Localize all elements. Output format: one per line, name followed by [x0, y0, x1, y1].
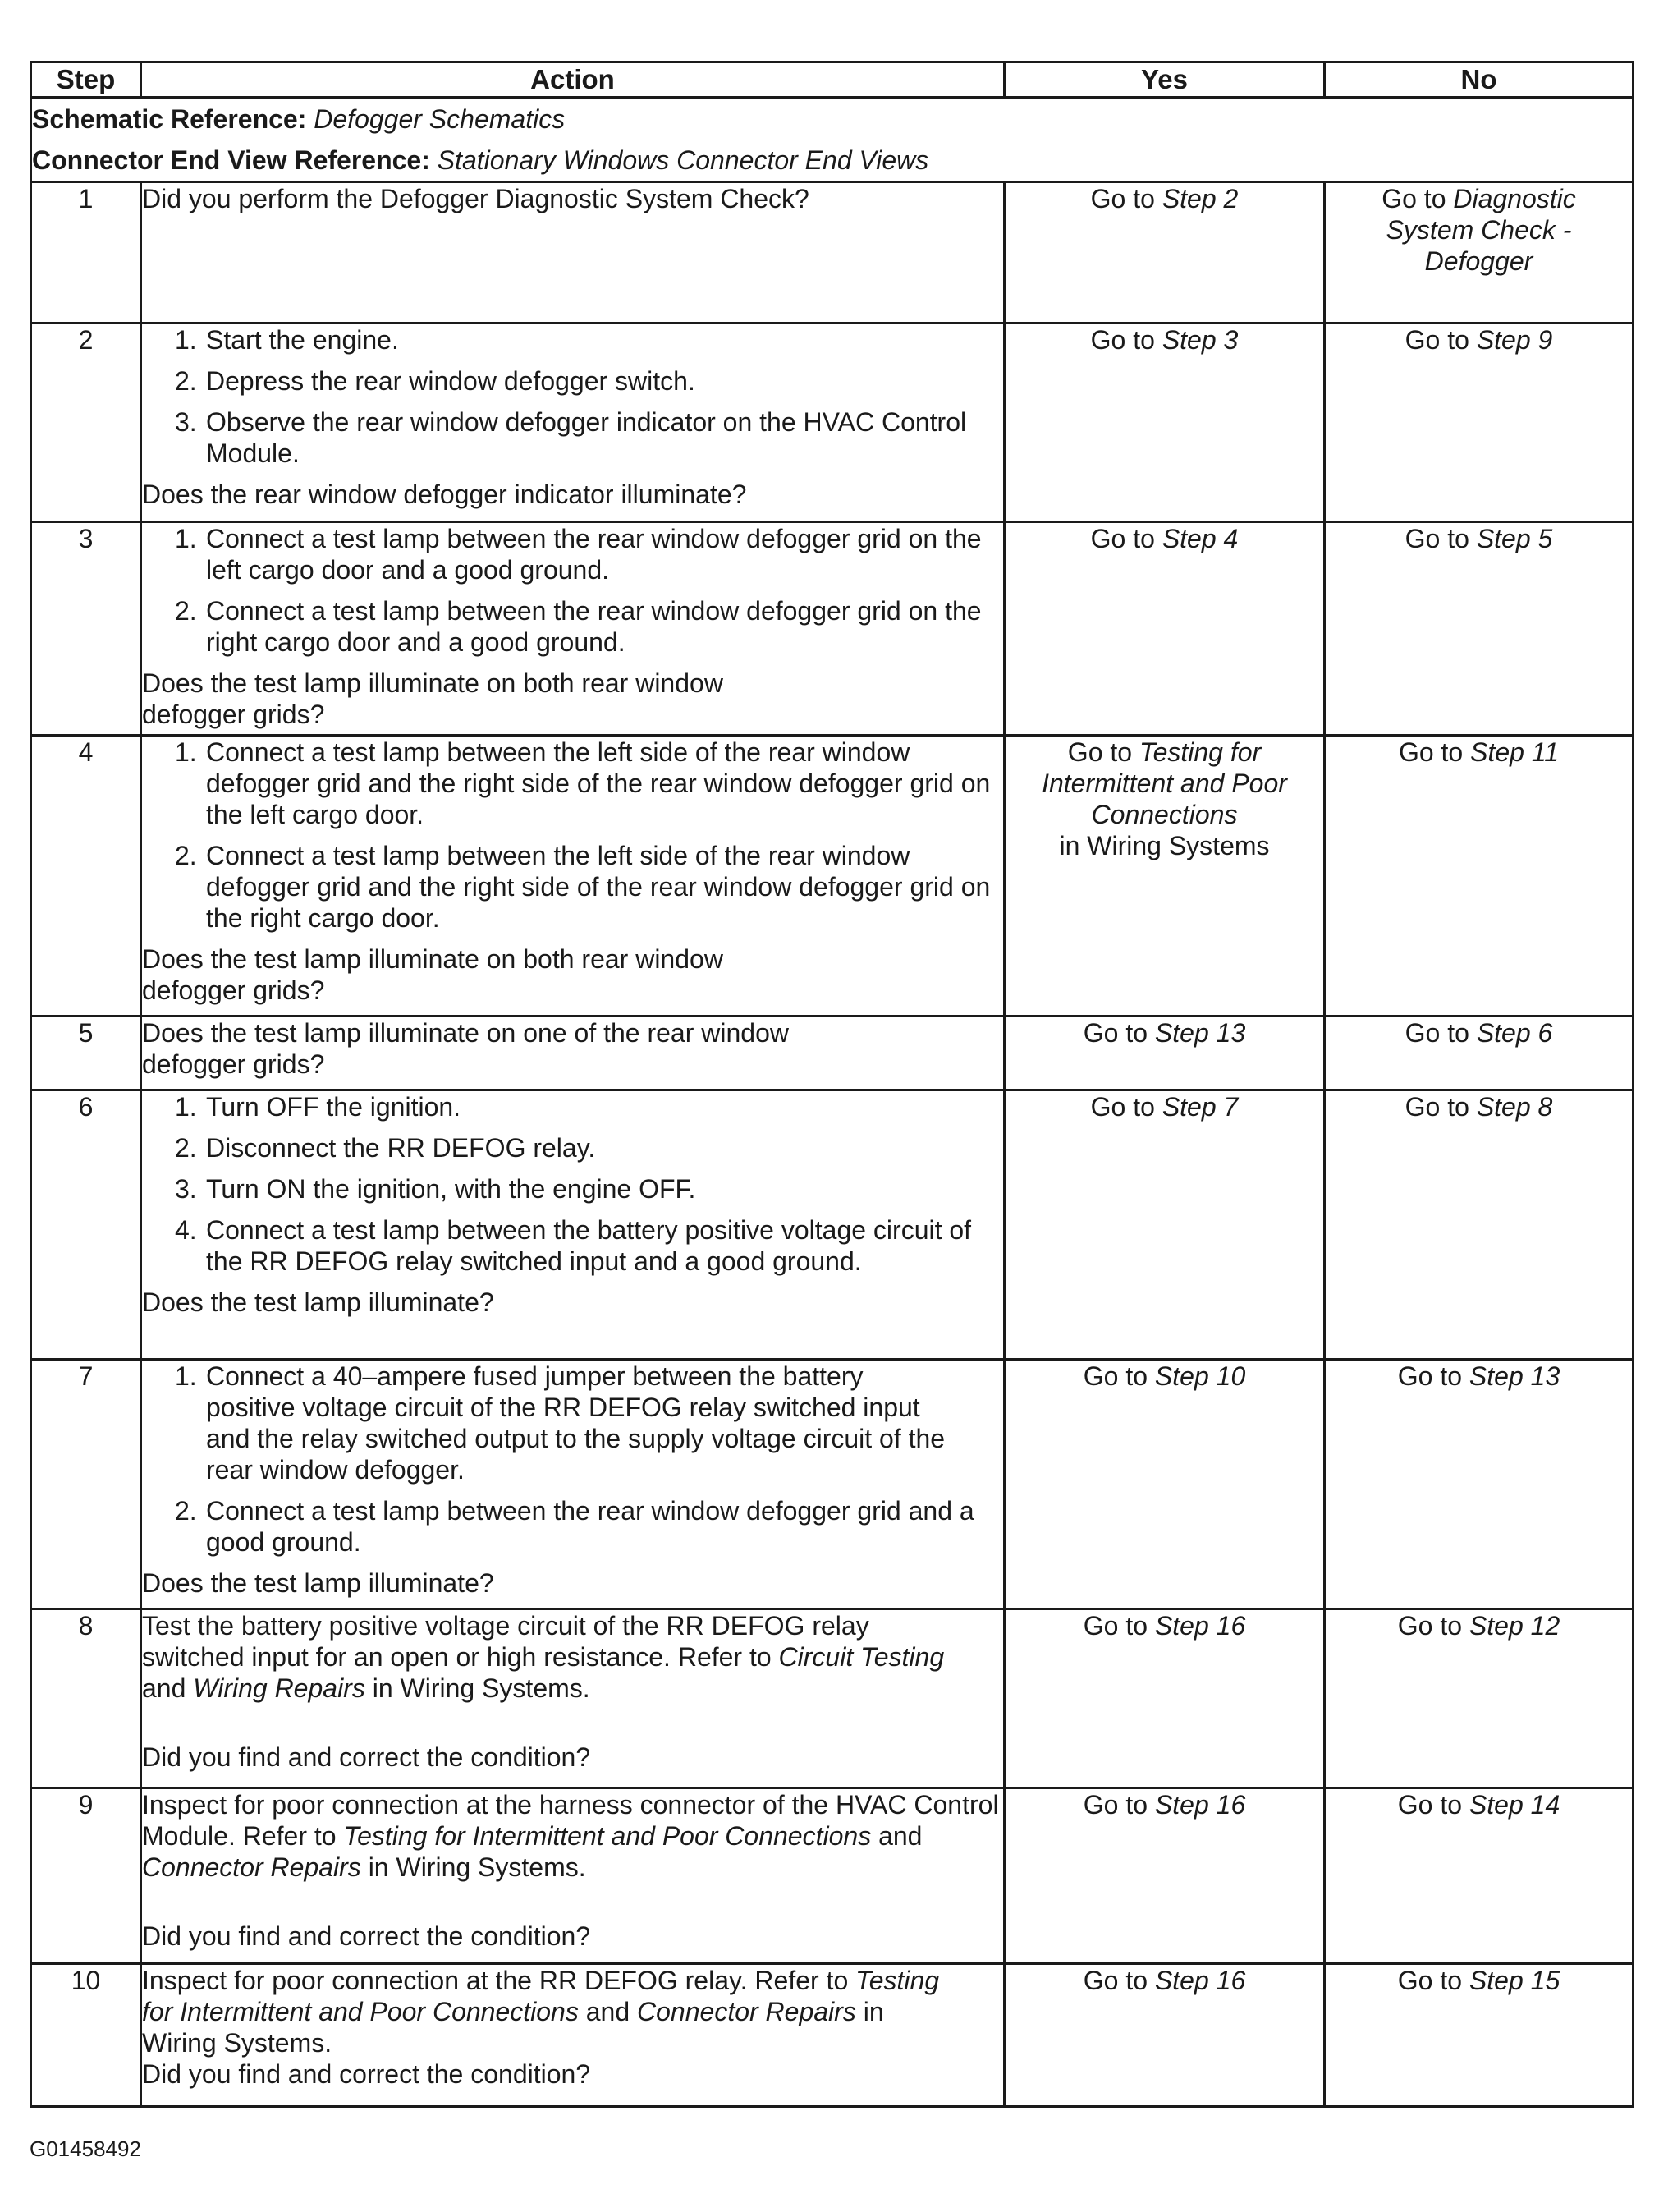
instruction-item: 1. Connect a 40–ampere fused jumper between the battery positive voltage circuit of the RR DEFOG relay switched input and the relay switched output to the supply voltage circuit of the rear window defogger. — [175, 1361, 946, 1485]
instruction-item: 2. Depress the rear window defogger switch. — [175, 366, 695, 396]
table-row — [31, 324, 1634, 522]
yes-link[interactable]: Step 16 — [1154, 1611, 1246, 1641]
yes-prefix: Go to — [1083, 1018, 1148, 1048]
instruction-item: 2. Disconnect the RR DEFOG relay. — [175, 1133, 596, 1163]
yes-link[interactable]: Step 3 — [1162, 325, 1239, 355]
action-cell — [141, 1964, 1005, 2107]
no-cell — [1325, 1788, 1634, 1964]
step-number: 6 — [31, 1090, 141, 1360]
no-cell — [1325, 1609, 1634, 1788]
step-number: 7 — [31, 1360, 141, 1609]
connector-repairs-link[interactable]: Connector Repairs — [637, 1997, 856, 2026]
yes-cell — [1005, 736, 1325, 1017]
step-instructions — [142, 1091, 1003, 1277]
header-action: Action — [141, 62, 1005, 98]
step-question: Did you find and correct the condition? — [142, 1742, 591, 1772]
testing-intermittent-link[interactable]: Testing for Intermittent and Poor Connections — [142, 1966, 940, 2026]
instruction-item: 1. Start the engine. — [175, 325, 399, 355]
table-row — [31, 1964, 1634, 2107]
step-question: Does the test lamp illuminate on one of the rear window defogger grids? — [142, 1018, 789, 1079]
connector-reference-label: Connector End View Reference: — [32, 145, 430, 175]
instruction-item: 2. Connect a test lamp between the rear window defogger grid on the right cargo door and a good ground. — [175, 596, 982, 657]
diagnostic-table — [30, 61, 1634, 2108]
no-cell — [1325, 182, 1634, 324]
wiring-repairs-link[interactable]: Wiring Repairs — [193, 1673, 365, 1703]
diagnostic-table-page — [30, 61, 1632, 2108]
yes-link[interactable]: Step 2 — [1162, 184, 1239, 213]
no-cell — [1325, 1090, 1634, 1360]
action-cell — [141, 736, 1005, 1017]
yes-cell — [1005, 522, 1325, 736]
yes-link[interactable]: Step 7 — [1162, 1092, 1239, 1122]
step-question: Did you find and correct the condition? — [142, 1921, 591, 1951]
step-number: 2 — [31, 324, 141, 522]
instruction-item: 1. Connect a test lamp between the left side of the rear window defogger grid and the right side of the rear window defogger grid on the left cargo door. — [175, 737, 991, 829]
yes-link[interactable]: Step 16 — [1154, 1966, 1246, 1995]
no-cell — [1325, 1017, 1634, 1090]
step-question: Did you find and correct the condition? — [142, 2059, 591, 2089]
no-link[interactable]: Step 12 — [1469, 1611, 1560, 1641]
schematic-reference-label: Schematic Reference: — [32, 104, 307, 134]
no-prefix: Go to — [1397, 1790, 1463, 1820]
no-link[interactable]: Step 5 — [1476, 524, 1553, 553]
instruction-item: 1. Turn OFF the ignition. — [175, 1092, 461, 1122]
yes-prefix: Go to — [1083, 1361, 1148, 1391]
step-number: 1 — [31, 182, 141, 324]
no-link[interactable]: Step 14 — [1469, 1790, 1560, 1820]
no-prefix: Go to — [1397, 1361, 1463, 1391]
step-number: 4 — [31, 736, 141, 1017]
step-instructions — [142, 324, 1003, 469]
yes-cell — [1005, 324, 1325, 522]
table-row — [31, 1090, 1634, 1360]
header-no: No — [1325, 62, 1634, 98]
yes-suffix: in Wiring Systems — [1059, 831, 1270, 860]
no-prefix: Go to — [1382, 184, 1446, 213]
yes-prefix: Go to — [1083, 1611, 1148, 1641]
action-cell — [141, 1788, 1005, 1964]
action-cell — [141, 1017, 1005, 1090]
table-row — [31, 736, 1634, 1017]
yes-cell — [1005, 1609, 1325, 1788]
no-cell — [1325, 736, 1634, 1017]
action-cell — [141, 182, 1005, 324]
table-row — [31, 1017, 1634, 1090]
step-question: Does the test lamp illuminate on both rear window defogger grids? — [142, 668, 723, 729]
yes-prefix: Go to — [1067, 737, 1133, 767]
no-link[interactable]: Diagnostic System Check - Defogger — [1386, 184, 1576, 276]
testing-intermittent-link[interactable]: Testing for Intermittent and Poor Connections — [343, 1821, 872, 1851]
action-cell — [141, 522, 1005, 736]
yes-cell — [1005, 1090, 1325, 1360]
yes-link[interactable]: Step 13 — [1154, 1018, 1246, 1048]
no-prefix: Go to — [1397, 1966, 1463, 1995]
instruction-item: 4. Connect a test lamp between the battery positive voltage circuit of the RR DEFOG relay switched input and a good ground. — [175, 1215, 972, 1276]
step-instruction-text: Inspect for poor connection at the RR DEFOG relay. Refer to Testing for Intermittent and Poor Connections and Connector Repairs in Wiring Systems. — [142, 1966, 940, 2058]
yes-prefix: Go to — [1083, 1966, 1148, 1995]
step-instructions — [142, 1361, 1003, 1558]
no-prefix: Go to — [1405, 1092, 1469, 1122]
step-instructions — [142, 523, 1003, 658]
instruction-item: 2. Connect a test lamp between the left side of the rear window defogger grid and the right side of the rear window defogger grid on the right cargo door. — [175, 841, 991, 933]
yes-cell — [1005, 182, 1325, 324]
no-cell — [1325, 324, 1634, 522]
step-question: Does the rear window defogger indicator illuminate? — [142, 480, 747, 509]
step-question: Does the test lamp illuminate? — [142, 1287, 494, 1317]
instruction-item: 3. Turn ON the ignition, with the engine OFF. — [175, 1174, 696, 1204]
no-prefix: Go to — [1405, 325, 1469, 355]
circuit-testing-link[interactable]: Circuit Testing — [778, 1642, 945, 1672]
instruction-item: 1. Connect a test lamp between the rear window defogger grid on the left cargo door and a good ground. — [175, 524, 982, 585]
yes-link[interactable]: Step 10 — [1154, 1361, 1246, 1391]
yes-prefix: Go to — [1083, 1790, 1148, 1820]
schematic-reference-link[interactable]: Defogger Schematics — [314, 104, 566, 134]
no-prefix: Go to — [1405, 1018, 1469, 1048]
header-yes: Yes — [1005, 62, 1325, 98]
no-link[interactable]: Step 8 — [1476, 1092, 1553, 1122]
no-link[interactable]: Step 9 — [1476, 325, 1553, 355]
yes-prefix: Go to — [1090, 1092, 1155, 1122]
no-link[interactable]: Step 15 — [1469, 1966, 1560, 1995]
step-number: 9 — [31, 1788, 141, 1964]
action-cell — [141, 324, 1005, 522]
step-instruction-text: Inspect for poor connection at the harness connector of the HVAC Control Module. Refer to Testing for Intermittent and Poor Connections and Connector Repairs in Wiring Systems. — [142, 1790, 999, 1882]
step-question: Did you perform the Defogger Diagnostic System Check? — [142, 184, 809, 213]
header-row — [31, 62, 1634, 98]
schematic-reference — [32, 99, 1632, 140]
no-prefix: Go to — [1398, 737, 1464, 767]
step-instruction-text: Test the battery positive voltage circuit of the RR DEFOG relay switched input for an open or high resistance. Refer to Circuit Testing and Wiring Repairs in Wiring Systems. — [142, 1611, 945, 1703]
no-cell — [1325, 522, 1634, 736]
figure-id: G01458492 — [30, 2136, 141, 2161]
yes-link[interactable]: Step 4 — [1162, 524, 1239, 553]
reference-row — [31, 98, 1634, 182]
action-cell — [141, 1090, 1005, 1360]
action-cell — [141, 1360, 1005, 1609]
step-number: 10 — [31, 1964, 141, 2107]
instruction-item: 3. Observe the rear window defogger indicator on the HVAC Control Module. — [175, 407, 967, 468]
yes-prefix: Go to — [1090, 184, 1155, 213]
table-row — [31, 182, 1634, 324]
step-question: Does the test lamp illuminate? — [142, 1568, 494, 1598]
no-cell — [1325, 1360, 1634, 1609]
header-step: Step — [31, 62, 141, 98]
table-row — [31, 1360, 1634, 1609]
no-link[interactable]: Step 13 — [1469, 1361, 1560, 1391]
reference-cell — [31, 98, 1634, 182]
yes-prefix: Go to — [1090, 325, 1155, 355]
instruction-item: 2. Connect a test lamp between the rear window defogger grid and a good ground. — [175, 1496, 974, 1557]
table-row — [31, 522, 1634, 736]
connector-reference — [32, 140, 1632, 181]
step-number: 5 — [31, 1017, 141, 1090]
no-link[interactable]: Step 11 — [1470, 737, 1560, 767]
step-number: 3 — [31, 522, 141, 736]
step-instructions — [142, 737, 1003, 934]
no-link[interactable]: Step 6 — [1476, 1018, 1553, 1048]
yes-cell — [1005, 1788, 1325, 1964]
yes-cell — [1005, 1360, 1325, 1609]
yes-link[interactable]: Testing for Intermittent and Poor Connections — [1042, 737, 1287, 829]
no-cell — [1325, 1964, 1634, 2107]
connector-reference-link[interactable]: Stationary Windows Connector End Views — [437, 145, 929, 175]
step-number: 8 — [31, 1609, 141, 1788]
yes-cell — [1005, 1964, 1325, 2107]
table-row — [31, 1609, 1634, 1788]
connector-repairs-link[interactable]: Connector Repairs — [142, 1852, 361, 1882]
no-prefix: Go to — [1405, 524, 1469, 553]
yes-prefix: Go to — [1090, 524, 1155, 553]
yes-link[interactable]: Step 16 — [1154, 1790, 1246, 1820]
table-row — [31, 1788, 1634, 1964]
no-prefix: Go to — [1397, 1611, 1463, 1641]
action-cell — [141, 1609, 1005, 1788]
yes-cell — [1005, 1017, 1325, 1090]
step-question: Does the test lamp illuminate on both rear window defogger grids? — [142, 944, 723, 1005]
